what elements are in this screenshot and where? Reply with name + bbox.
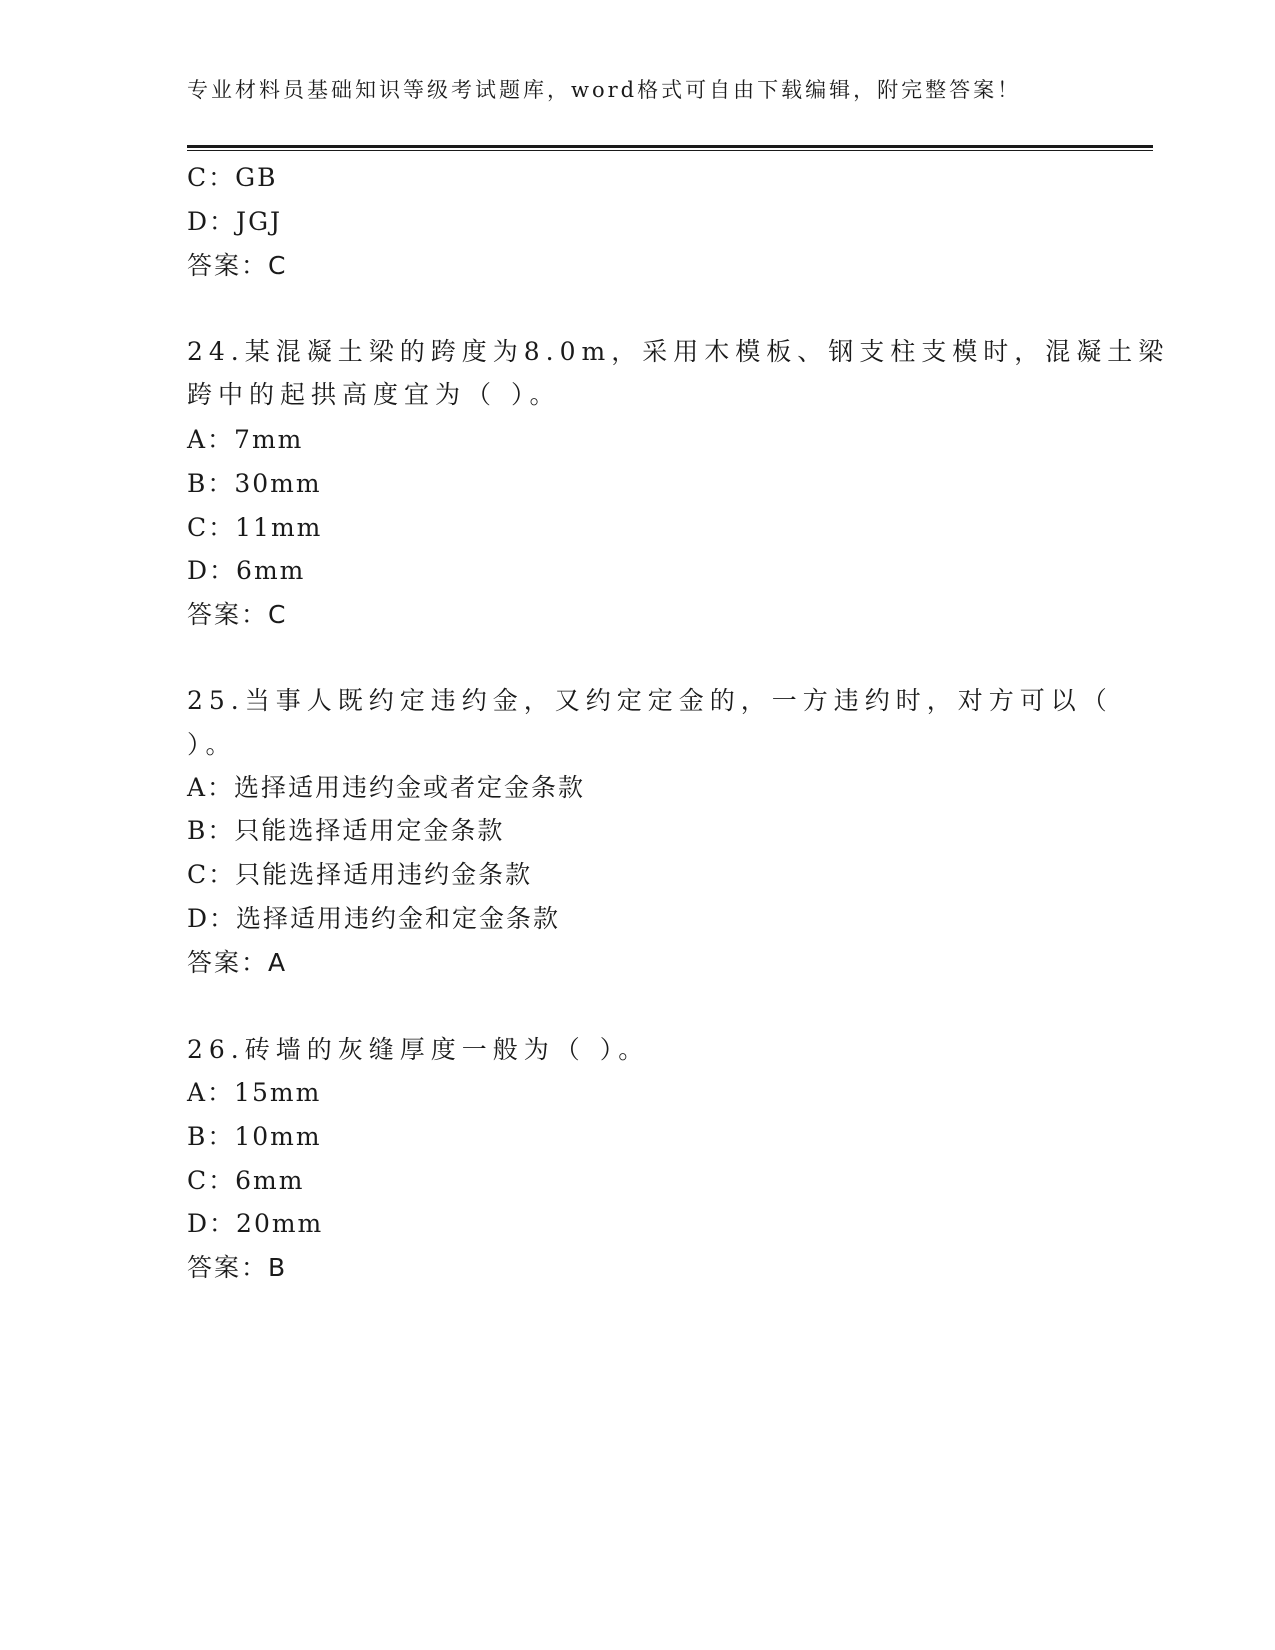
header-divider-thin bbox=[187, 150, 1153, 151]
option-c: C：11mm bbox=[187, 513, 323, 542]
question-stem-line: 26.砖墙的灰缝厚度一般为（ ）。 bbox=[187, 1035, 650, 1064]
question-stem-line: 跨中的起拱高度宜为（ ）。 bbox=[187, 380, 561, 409]
option-d: D：20mm bbox=[187, 1209, 324, 1238]
option-c: C：GB bbox=[187, 163, 278, 192]
option-a: A：7mm bbox=[187, 425, 304, 454]
answer-line: 答案：C bbox=[187, 251, 288, 280]
option-c: C：6mm bbox=[187, 1166, 305, 1195]
question-stem-line: 25.当事人既约定违约金，又约定定金的，一方违约时，对方可以（ bbox=[187, 686, 1113, 715]
option-c: C：只能选择适用违约金条款 bbox=[187, 860, 533, 889]
option-d: D：选择适用违约金和定金条款 bbox=[187, 904, 561, 933]
option-b: B：只能选择适用定金条款 bbox=[187, 816, 505, 845]
option-a: A：15mm bbox=[187, 1078, 322, 1107]
option-a: A：选择适用违约金或者定金条款 bbox=[187, 773, 586, 802]
question-stem-line: 24.某混凝土梁的跨度为8.0m，采用木模板、钢支柱支模时，混凝土梁 bbox=[187, 337, 1170, 366]
option-b: B：10mm bbox=[187, 1122, 322, 1151]
header-divider-thick bbox=[187, 145, 1153, 148]
option-d: D：JGJ bbox=[187, 207, 283, 236]
answer-line: 答案：C bbox=[187, 600, 288, 629]
answer-line: 答案：B bbox=[187, 1253, 288, 1282]
option-b: B：30mm bbox=[187, 469, 322, 498]
page-header: 专业材料员基础知识等级考试题库，word格式可自由下载编辑，附完整答案！ bbox=[187, 78, 1022, 102]
question-stem-line: ）。 bbox=[187, 730, 237, 759]
option-d: D：6mm bbox=[187, 556, 306, 585]
answer-line: 答案：A bbox=[187, 948, 288, 977]
